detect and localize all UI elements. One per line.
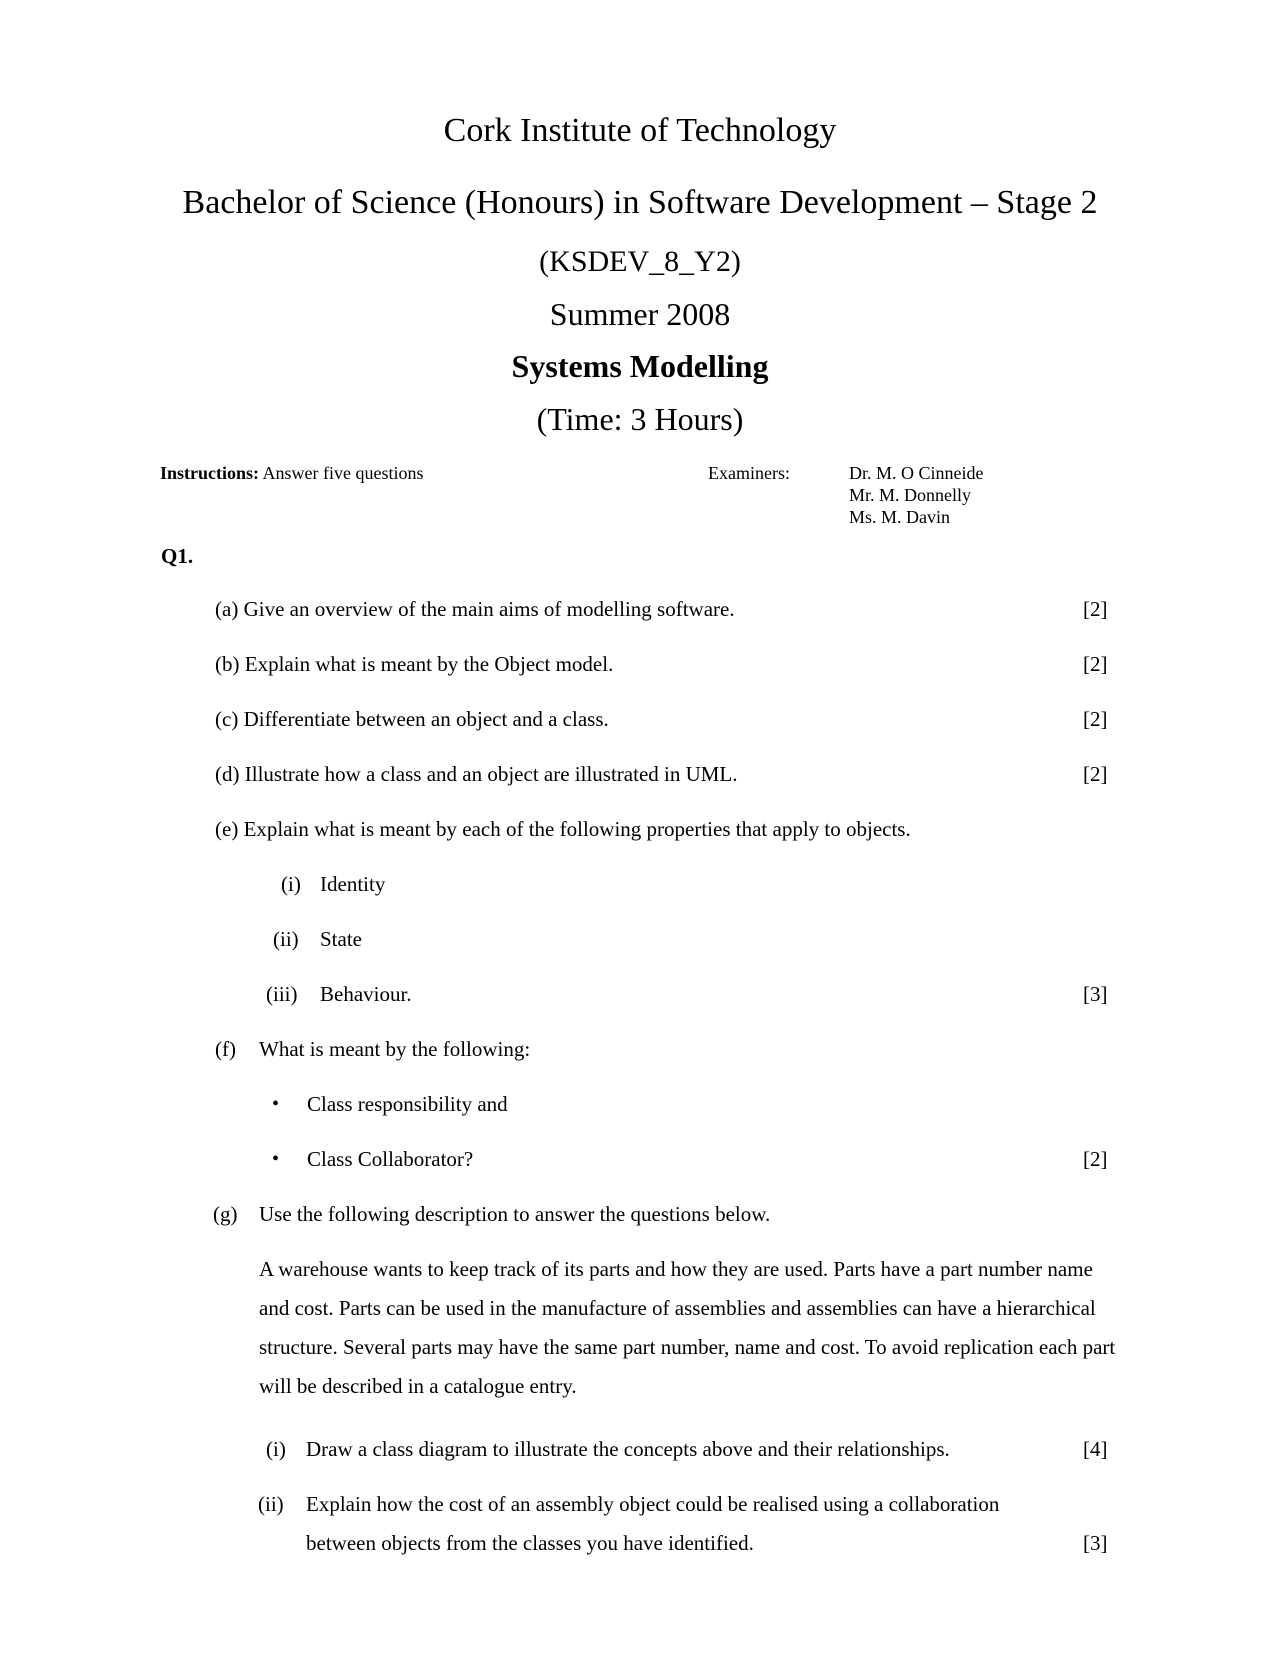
g-item-i-mark: [4] (1083, 1437, 1108, 1461)
e-item-behaviour: Behaviour. (320, 982, 412, 1006)
exam-session: Summer 2008 (549, 296, 731, 332)
instructions-label: Instructions: (160, 463, 260, 483)
g-item-ii-line1: Explain how the cost of an assembly object could be realised using a collaboration (306, 1492, 1000, 1516)
question-part-c (215, 707, 609, 732)
g-item-ii-mark: [3] (1083, 1531, 1108, 1555)
f-bullet-collaborator: Class Collaborator? (307, 1147, 474, 1171)
part-text: Explain what is meant by the Object model. (244, 652, 614, 676)
instructions (160, 463, 424, 484)
e-item-state: State (320, 927, 362, 951)
exam-duration: (Time: 3 Hours) (536, 401, 744, 437)
scenario-paragraph: A warehouse wants to keep track of its parts and how they are used. Parts have a part number name and cost. Parts can be used in the manufacture of assemblies and assemblies can have a hierarchical structure. Several parts may have the same part number, name and cost. To avoid replication each part will be described in a catalogue entry. (259, 1257, 1116, 1398)
question-part-g: Use the following description to answer the questions below. (259, 1202, 771, 1226)
part-id: (e) (215, 817, 239, 841)
part-id: (a) (215, 597, 239, 621)
part-b-mark: [2] (1083, 652, 1108, 676)
e-item-identity: Identity (320, 872, 386, 896)
part-d-mark: [2] (1083, 762, 1108, 786)
part-e-mark: [3] (1083, 982, 1108, 1006)
examiner-2: Mr. M. Donnelly (849, 485, 972, 505)
course-code: (KSDEV_8_Y2) (539, 245, 741, 278)
part-id: (d) (215, 762, 240, 786)
examiner-3: Ms. M. Davin (849, 507, 951, 527)
question-part-a (215, 597, 735, 622)
g-item-i: Draw a class diagram to illustrate the concepts above and their relationships. (306, 1437, 950, 1461)
question-part-g-id: (g) (213, 1202, 238, 1226)
question-part-b (215, 652, 613, 677)
subject-title: Systems Modelling (511, 348, 769, 384)
part-text: Differentiate between an object and a class. (243, 707, 609, 731)
part-id: (b) (215, 652, 240, 676)
bullet-icon: • (272, 1148, 280, 1170)
part-f-mark: [2] (1083, 1147, 1108, 1171)
question-part-f: What is meant by the following: (259, 1037, 531, 1061)
e-item-identity-id: (i) (281, 872, 301, 896)
g-item-ii-id: (ii) (258, 1492, 284, 1516)
question-label: Q1. (161, 544, 194, 568)
part-text: Explain what is meant by each of the following properties that apply to objects. (243, 817, 911, 841)
institution-title: Cork Institute of Technology (443, 112, 837, 149)
programme-title: Bachelor of Science (Honours) in Software Development – Stage 2 (182, 184, 1098, 221)
e-item-behaviour-id: (iii) (266, 982, 298, 1006)
part-text: Illustrate how a class and an object are illustrated in UML. (244, 762, 738, 786)
question-part-f-id: (f) (215, 1037, 236, 1061)
part-id: (c) (215, 707, 239, 731)
question-part-e (215, 817, 911, 842)
question-part-d (215, 762, 738, 787)
g-item-ii-line2: between objects from the classes you have identified. (306, 1531, 754, 1555)
g-item-i-id: (i) (266, 1437, 286, 1461)
examiner-1: Dr. M. O Cinneide (849, 463, 984, 483)
part-c-mark: [2] (1083, 707, 1108, 731)
examiners-label: Examiners: (708, 463, 790, 483)
part-text: Give an overview of the main aims of modelling software. (243, 597, 735, 621)
e-item-state-id: (ii) (273, 927, 299, 951)
part-a-mark: [2] (1083, 597, 1108, 621)
f-bullet-responsibility: Class responsibility and (307, 1092, 508, 1116)
bullet-icon: • (272, 1093, 280, 1115)
instructions-text: Answer five questions (262, 463, 424, 483)
